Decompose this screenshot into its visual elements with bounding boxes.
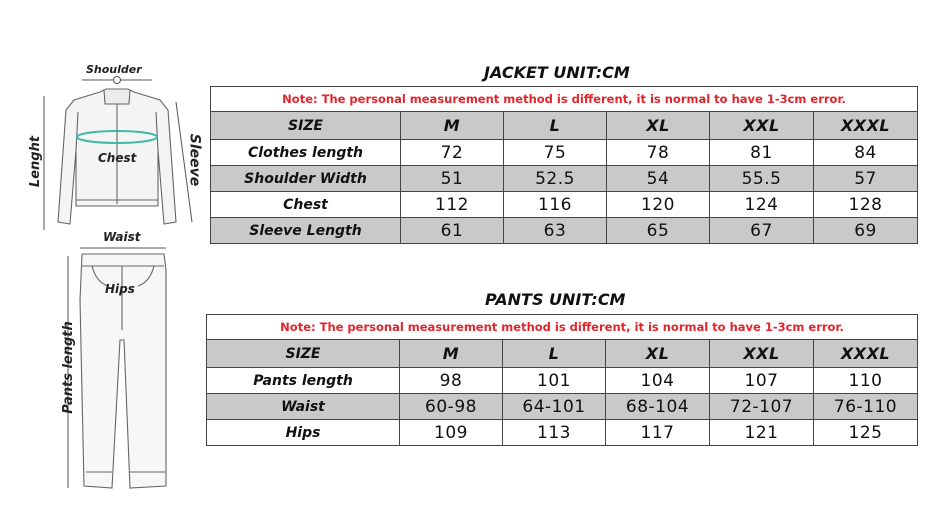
table-cell: 67: [710, 218, 814, 244]
jacket-header-row: [211, 112, 918, 140]
table-cell: M: [401, 112, 504, 140]
pants-title: PANTS UNIT:CM: [485, 290, 626, 309]
table-row: [211, 166, 918, 192]
table-cell: M: [400, 340, 503, 368]
table-cell: 110: [814, 368, 918, 394]
table-cell: 57: [814, 166, 918, 192]
table-cell: 78: [607, 140, 710, 166]
table-cell: Pants length: [207, 368, 400, 394]
table-cell: 75: [504, 140, 607, 166]
table-cell: 61: [401, 218, 504, 244]
table-cell: 101: [503, 368, 606, 394]
table-cell: XL: [607, 112, 710, 140]
table-cell: 72-107: [710, 394, 814, 420]
table-cell: 98: [400, 368, 503, 394]
table-cell: SIZE: [207, 340, 400, 368]
table-cell: 54: [607, 166, 710, 192]
table-row: [207, 368, 918, 394]
table-cell: XXL: [710, 112, 814, 140]
table-cell: 64-101: [503, 394, 606, 420]
table-cell: Waist: [207, 394, 400, 420]
table-cell: XXXL: [814, 112, 918, 140]
jacket-note: Note: The personal measurement method is different, it is normal to have 1-3cm error.: [211, 87, 918, 112]
garment-illustration: [0, 0, 203, 508]
table-cell: 117: [606, 420, 710, 446]
garment-drawing: [0, 0, 203, 508]
table-cell: 120: [607, 192, 710, 218]
table-row: [207, 420, 918, 446]
table-cell: 113: [503, 420, 606, 446]
table-cell: 63: [504, 218, 607, 244]
table-cell: Chest: [211, 192, 401, 218]
table-cell: Clothes length: [211, 140, 401, 166]
table-cell: 72: [401, 140, 504, 166]
table-cell: L: [504, 112, 607, 140]
table-cell: Sleeve Length: [211, 218, 401, 244]
table-cell: Hips: [207, 420, 400, 446]
chest-label: Chest: [98, 151, 137, 165]
sleeve-label: Sleeve: [186, 133, 203, 187]
table-cell: XL: [606, 340, 710, 368]
table-row: [211, 218, 918, 244]
jacket-size-table: [210, 86, 918, 244]
table-cell: Shoulder Width: [211, 166, 401, 192]
table-cell: 51: [401, 166, 504, 192]
table-cell: 104: [606, 368, 710, 394]
table-cell: 69: [814, 218, 918, 244]
table-cell: 125: [814, 420, 918, 446]
hips-label: Hips: [105, 282, 135, 296]
table-row: [211, 140, 918, 166]
waist-label: Waist: [103, 230, 141, 244]
table-cell: 84: [814, 140, 918, 166]
table-cell: 65: [607, 218, 710, 244]
table-cell: 116: [504, 192, 607, 218]
table-cell: XXXL: [814, 340, 918, 368]
shoulder-label: Shoulder: [86, 63, 142, 76]
table-cell: 60-98: [400, 394, 503, 420]
table-cell: SIZE: [211, 112, 401, 140]
table-cell: 121: [710, 420, 814, 446]
pants-header-row: [207, 340, 918, 368]
jacket-title: JACKET UNIT:CM: [484, 63, 630, 82]
table-row: [211, 192, 918, 218]
table-cell: 76-110: [814, 394, 918, 420]
pants-note: Note: The personal measurement method is different, it is normal to have 1-3cm error.: [207, 315, 918, 340]
table-row: [207, 394, 918, 420]
table-cell: 124: [710, 192, 814, 218]
pants-size-table: [206, 314, 918, 446]
shoulder-measure-icon: [82, 77, 152, 84]
table-cell: 68-104: [606, 394, 710, 420]
pants-length-label: Pants length: [60, 321, 76, 414]
table-cell: L: [503, 340, 606, 368]
table-cell: XXL: [710, 340, 814, 368]
table-cell: 112: [401, 192, 504, 218]
table-cell: 107: [710, 368, 814, 394]
table-cell: 81: [710, 140, 814, 166]
table-cell: 52.5: [504, 166, 607, 192]
table-cell: 109: [400, 420, 503, 446]
table-cell: 55.5: [710, 166, 814, 192]
length-label: Lenght: [28, 135, 44, 188]
table-cell: 128: [814, 192, 918, 218]
